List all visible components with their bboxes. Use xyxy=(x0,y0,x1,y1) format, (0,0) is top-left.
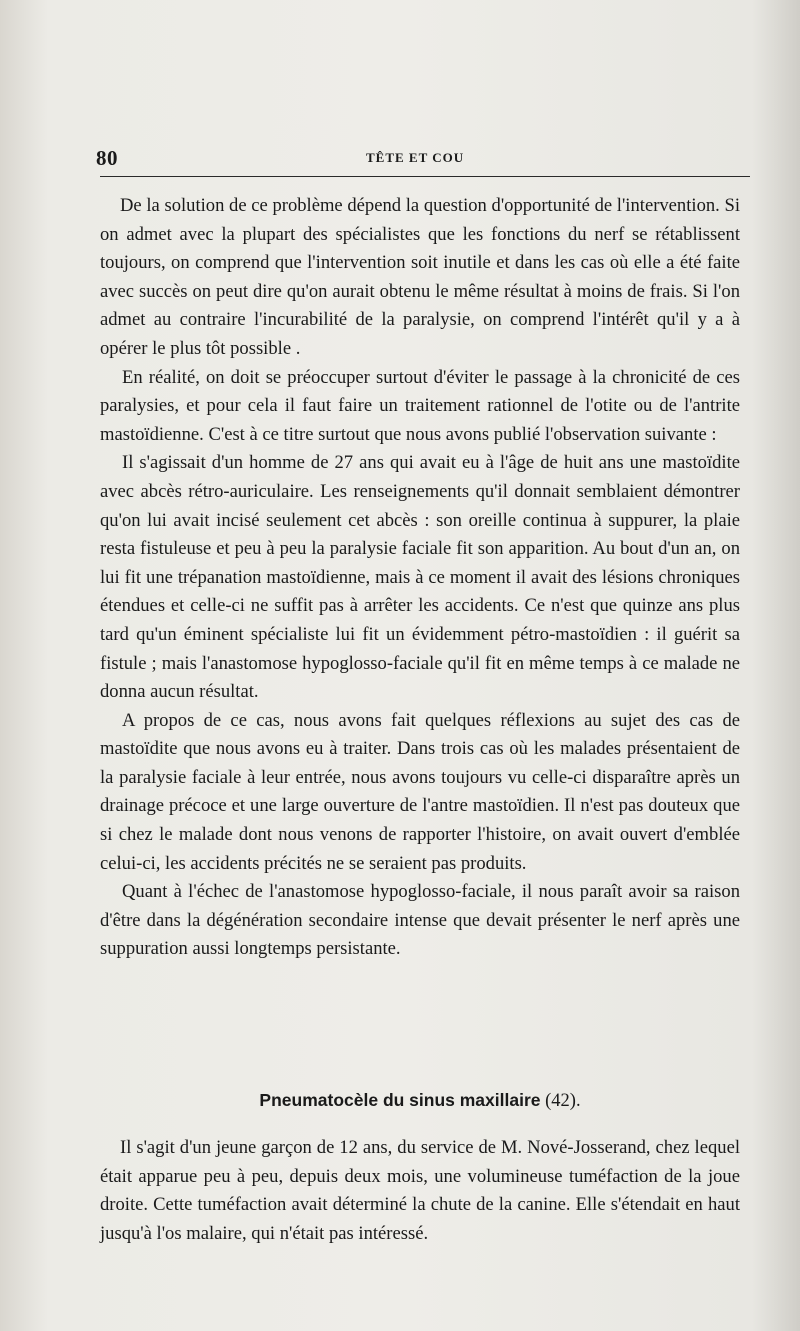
body-text xyxy=(100,192,740,964)
header-rule xyxy=(100,176,750,177)
paragraph-2: En réalité, on doit se préoccuper surtout d'éviter le passage à la chronicité de ces paralysies, et pour cela il faut faire un traitement rationnel de l'otite ou de l'antrite mastoïdienne. C'est à ce titre surtout que nous avons publié l'observation suivante : xyxy=(100,366,740,445)
paragraph-4: A propos de ce cas, nous avons fait quelques réflexions au sujet des cas de mastoïdite que nous avons eu à traiter. Dans trois cas où les malades présentaient de la paralysie faciale à leur entrée, nous avons toujours vu celle-ci disparaître après un drainage précoce et une large ouverture de l'antre mastoïdien. Il n'est pas douteux que si chez le malade dont nous venons de rapporter l'histoire, on avait ouvert d'emblée celui-ci, les accidents précités ne se seraient pas produits. xyxy=(100,709,740,874)
running-head: TÊTE ET COU xyxy=(366,150,465,165)
paragraph-5: Quant à l'échec de l'anastomose hypoglosso-faciale, il nous paraît avoir sa raison d'être dans la dégénération secondaire intense que devait présenter le nerf après une suppuration aussi longtemps persistante. xyxy=(100,881,740,960)
page-number: 80 xyxy=(96,146,118,170)
paragraph-1: De la solution de ce problème dépend la question d'opportunité de l'intervention. Si on admet avec la plupart des spécialistes que les fonctions du nerf se rétablissent toujours, on comprend que l'intervention soit inutile et dans les cas où elle a été faite avec succès on peut dire qu'on aurait obtenu le même résultat à moins de frais. Si l'on admet au contraire l'incurabilité de la paralysie, on comprend l'intérêt qu'il y a à opérer le plus tôt possible . xyxy=(100,195,740,359)
section-body xyxy=(100,1134,740,1248)
section-title: Pneumatocèle du sinus maxillaire xyxy=(259,1090,541,1110)
section-paragraph: Il s'agit d'un jeune garçon de 12 ans, du service de M. Nové-Josserand, chez lequel était apparue peu à peu, depuis deux mois, une volumineuse tuméfaction de la joue droite. Cette tuméfaction avait déterminé la chute de la canine. Elle s'étendait en haut jusqu'à l'os malaire, qui n'était pas intéressé. xyxy=(100,1137,740,1244)
section-heading xyxy=(100,1090,740,1112)
page-header xyxy=(96,146,750,176)
paragraph-3: Il s'agissait d'un homme de 27 ans qui avait eu à l'âge de huit ans une mastoïdite avec abcès rétro-auriculaire. Les renseignements qu'il donnait semblaient démontrer qu'on lui avait incisé seulement cet abcès : son oreille continua à suppurer, la plaie resta fistuleuse et peu à peu la paralysie faciale fit son apparition. Au bout d'un an, on lui fit une trépanation mastoïdienne, mais à ce moment il avait des lésions chroniques étendues et celle-ci ne suffit pas à arrêter les accidents. Ce n'est que quinze ans plus tard qu'un éminent spécialiste lui fit un évidemment pétro-mastoïdien : il guérit sa fistule ; mais l'anastomose hypoglosso-faciale qu'il fit en même temps à ce malade ne donna aucun résultat. xyxy=(100,452,740,703)
section-reference: (42). xyxy=(545,1091,581,1111)
